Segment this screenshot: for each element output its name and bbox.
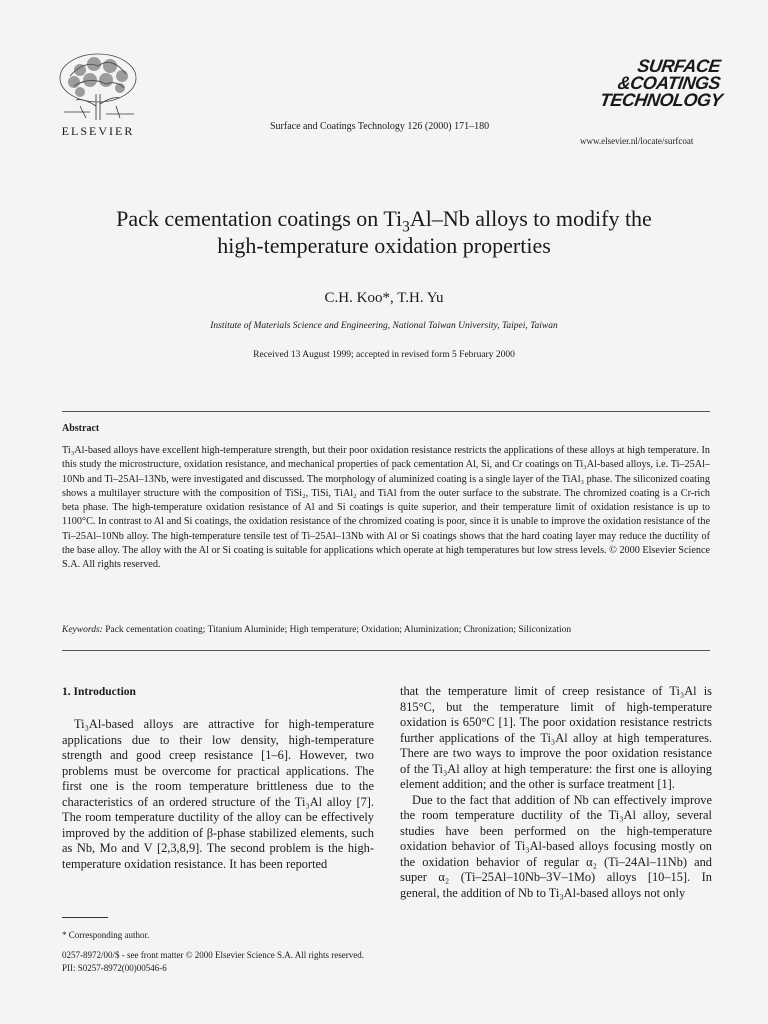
footnote-rule bbox=[62, 917, 108, 918]
journal-logo-line: TECHNOLOGY bbox=[598, 90, 724, 110]
title-text: Pack cementation coatings on Ti bbox=[116, 206, 403, 231]
pii-line: PII: S0257-8972(00)00546-6 bbox=[62, 963, 167, 973]
article-title bbox=[60, 205, 708, 259]
body-paragraph: Ti₃Al-based alloys are attractive for high-temperature applications due to their low density, high-temperature strength and good creep resistance [1–6]. However, two problems must be overcome for practical applications. The first one is the room temperature brittleness due to the characteristics of an ordered structure of the Ti₃Al alloy [7]. The room temperature ductility of the alloy can be effectively improved by the addition of β-phase stabilized elements, such as Nb, Mo and V [2,3,8,9]. The second problem is the high-temperature oxidation resistance. It has been reported bbox=[62, 717, 374, 871]
elsevier-tree-icon bbox=[50, 46, 146, 122]
title-subscript: 3 bbox=[402, 218, 410, 236]
keywords-text: Pack cementation coating; Titanium Aluminide; High temperature; Oxidation; Aluminization; Chronization; Siliconization bbox=[105, 625, 572, 635]
left-column bbox=[62, 717, 374, 872]
journal-logo-line: SURFACE bbox=[636, 56, 722, 76]
copyright-line: 0257-8972/00/$ - see front matter © 2000 Elsevier Science S.A. All rights reserved. bbox=[62, 950, 365, 960]
authors: C.H. Koo*, T.H. Yu bbox=[324, 290, 444, 306]
publisher-name: ELSEVIER bbox=[61, 124, 135, 138]
abstract-text: Ti₃Al-based alloys have excellent high-temperature strength, but their poor oxidation resistance restricts the applications of these alloys at high temperature. In this study the microstructure, oxidation resistance, and mechanical properties of pack cementation Al, Si, and Cr coatings on Ti₃Al-based alloys, i.e. Ti–25Al–10Nb and Ti–25Al–13Nb, were investigated and discussed. The morphology of aluminized coating is a single layer of the TiAl₃ phase. The siliconized coating shows a multilayer structure with the composition of TiSi₂, TiSi, TiAl₂ and TiAl from the outer surface to the substrate. The chromized coating is a Cr-rich beta phase. The high-temperature oxidation resistance of Al and Si coatings is quite superior, and their temperature limit of oxidation resistance is up to 1100°C. In contrast to Al and Si coatings, the oxidation resistance of the chromized coating is poor, since it is unable to improve the oxidation resistance of the Ti–25Al–10Nb alloy. The high-temperature tensile test of Ti–25Al–13Nb with Al or Si coatings shows that the hard coating layer may reduce the ductility of the base alloy. The alloy with the Al or Si coating is suitable for applications which operate at high temperatures but low stress levels. © 2000 Elsevier Science S.A. All rights reserved. bbox=[62, 445, 710, 571]
abstract-heading: Abstract bbox=[62, 423, 100, 434]
elsevier-logo bbox=[50, 46, 146, 139]
body-paragraph: Due to the fact that addition of Nb can effectively improve the room temperature ductility of the Ti₃Al alloy, several studies have been performed on the high-temperature oxidation behavior of Ti₃Al-based alloys focusing mostly on the oxidation behavior of regular α₂ (Ti–24Al–11Nb) and super α₂ (Ti–25Al–10Nb–3V–1Mo) alloys [10–15]. In general, the addition of Nb to Ti₃Al-based alloys not only bbox=[400, 792, 712, 900]
body-paragraph: that the temperature limit of creep resistance of Ti₃Al is 815°C, but the temperature limit of high-temperature oxidation is 650°C [1]. The poor oxidation resistance restricts further applications of the Ti₃Al alloy at high temperatures. There are two ways to improve the poor oxidation resistance of the Ti₃Al alloy at high temperature: the first one is alloying element addition; and the other is surface treatment [1]. bbox=[400, 684, 712, 791]
section-heading: 1. Introduction bbox=[62, 686, 136, 698]
title-text: Al–Nb alloys to modify the bbox=[409, 206, 652, 231]
affiliation: Institute of Materials Science and Engineering, National Taiwan University, Taipei, Taiwan bbox=[210, 321, 558, 331]
journal-logo bbox=[598, 56, 724, 110]
divider bbox=[62, 411, 710, 412]
received-dates: Received 13 August 1999; accepted in revised form 5 February 2000 bbox=[253, 350, 515, 360]
journal-reference: Surface and Coatings Technology 126 (2000) 171–180 bbox=[270, 121, 490, 132]
copyright-block bbox=[62, 949, 364, 975]
footnote: * Corresponding author. bbox=[62, 930, 150, 940]
keywords bbox=[62, 625, 710, 635]
journal-logo-line: &COATINGS bbox=[616, 73, 722, 93]
title-line-2: high-temperature oxidation properties bbox=[217, 233, 551, 258]
right-column bbox=[400, 684, 712, 901]
divider bbox=[62, 650, 710, 651]
keywords-label: Keywords: bbox=[62, 625, 103, 635]
journal-url[interactable]: www.elsevier.nl/locate/surfcoat bbox=[580, 136, 694, 146]
